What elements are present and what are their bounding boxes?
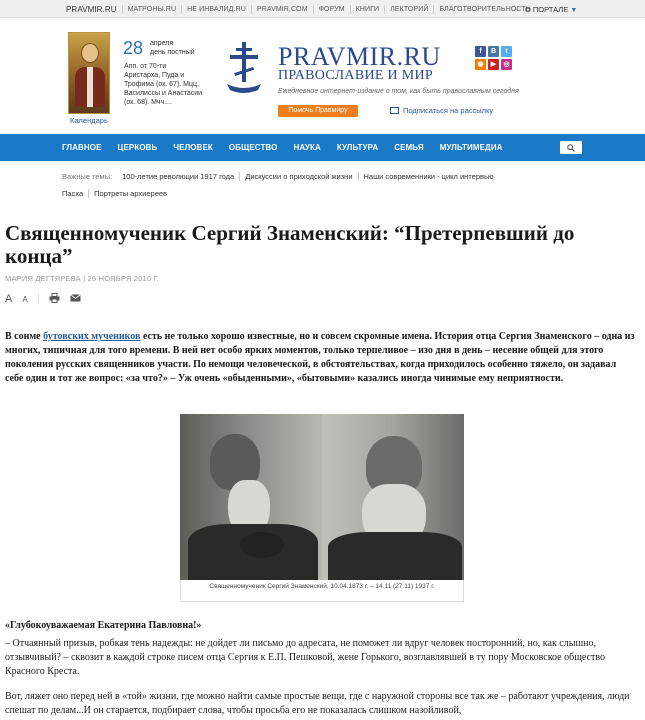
saint-face — [81, 43, 99, 63]
nav-main[interactable]: ГЛАВНОЕ — [62, 143, 102, 152]
article-tools — [5, 292, 81, 306]
search-button[interactable] — [560, 141, 582, 154]
subscribe-label: Подписаться на рассылку — [403, 106, 494, 115]
photo-profile — [180, 414, 322, 580]
donate-button[interactable]: Помочь Правмиру — [278, 105, 358, 117]
main-navigation — [0, 134, 645, 161]
martyr-photo[interactable] — [180, 414, 464, 580]
article-byline: МАРИЯ ДЕГТЯРЕВА | 26 НОЯБРЯ 2010 Г. — [5, 274, 160, 283]
site-logo-title[interactable]: PRAVMIR.RU — [278, 42, 441, 71]
orthodox-cross-logo-icon[interactable] — [225, 40, 263, 98]
about-portal-dropdown[interactable] — [525, 5, 577, 14]
mail-icon — [70, 294, 81, 302]
rss-icon[interactable]: ◉ — [475, 59, 486, 70]
nav-multimedia[interactable]: МУЛЬТИМЕДИА — [439, 143, 503, 152]
saint-robe — [75, 67, 105, 107]
article-paragraph-1: – Отчаянный призыв, робкая тень надежды: не дойдет ли письмо до адресата, не поможет ли вдруг человек посторонний, но, как слышно, отзывчивый? – сквозит в каждой строке писем отца Сергия к Е.П. Пешковой, жене Горького, возглавлявшей в ту пору Московское общество Красного Креста. — [5, 638, 606, 677]
nav-church[interactable]: ЦЕРКОВЬ — [117, 143, 158, 152]
nav-family[interactable]: СЕМЬЯ — [394, 143, 424, 152]
prisoner-number-sign — [240, 532, 284, 558]
saint-of-the-day-image[interactable] — [68, 32, 110, 114]
important-topics-label: Важные темы: — [62, 172, 113, 181]
topic-bishops-portraits[interactable]: Портреты архиереев — [94, 189, 168, 198]
article-paragraph-2: Вот, ляжет оно перед ней в «той» жизни, где можно найти самые простые вещи, где с наружной стороны все так же – работают учреждения, люди спешат по делам...И он старается, подбирает слова, чтобы просьба его не показалась слишком назойливой, — [5, 691, 630, 716]
social-icons — [475, 46, 517, 70]
nav-culture[interactable]: КУЛЬТУРА — [336, 143, 379, 152]
article-title: Священномученик Сергий Знаменский: “Претерпевший до конца” — [5, 221, 575, 268]
frontal-coat — [328, 532, 462, 580]
important-topics-line-1 — [62, 168, 532, 185]
top-link-pravmir-com[interactable]: PRAVMIR.COM — [252, 5, 314, 14]
calendar-saints-text[interactable]: Апп. от 70-ти Аристарха, Пуда и Трофима (ок. 67). Мцц. Василиссы и Анастасии (ок. 68). Мчч.... — [124, 63, 203, 106]
lead-text-rest: есть не только хорошо известные, но и совсем скромные имена. История отца Сергия Знаменского – одна из многих, типичная для того времени. В ней нет особо ярких моментов, только терпеливое – изо дня в день – несение общей для этого поколения русских священников участи. По немощи человеческой, в обстоятельствах, когда приходилось особенно тяжело, он задавал себе один и тот же вопрос: «за что?» – Уж очень «обыденными», «бытовыми» казались иногда чинимые ему неприятности. — [5, 331, 635, 384]
lead-text-start: В сонме — [5, 331, 44, 342]
important-topics-line-2 — [62, 185, 532, 202]
main-navigation-items — [62, 134, 511, 161]
top-link-lectures[interactable]: ЛЕКТОРИЙ — [385, 5, 434, 14]
vkontakte-icon[interactable]: В — [488, 46, 499, 57]
about-portal-label: О ПОРТАЛЕ — [525, 5, 569, 14]
twitter-icon[interactable]: t — [501, 46, 512, 57]
topic-easter[interactable]: Пасха — [62, 189, 89, 198]
top-bar-links — [66, 0, 535, 18]
nav-science[interactable]: НАУКА — [293, 143, 321, 152]
article-lead — [5, 330, 635, 386]
printer-icon — [49, 293, 60, 303]
important-topics — [62, 168, 532, 202]
search-icon — [567, 144, 575, 152]
calendar-link[interactable]: Календарь — [70, 116, 108, 125]
font-decrease-button[interactable]: A — [22, 294, 28, 304]
site-logo-subtitle: ПРАВОСЛАВИЕ И МИР — [278, 68, 433, 83]
top-link-pravmir[interactable]: PRAVMIR.RU — [66, 5, 123, 14]
top-link-books[interactable]: КНИГИ — [351, 5, 386, 14]
font-increase-button[interactable]: A — [5, 293, 13, 305]
letter-greeting: «Глубокоуважаемая Екатерина Павловна!» — [5, 620, 202, 631]
top-bar — [0, 0, 645, 18]
calendar-month: апреля — [150, 40, 174, 47]
nav-person[interactable]: ЧЕЛОВЕК — [173, 143, 213, 152]
photo-caption: Священномученик Сергий Знаменский. 10.04.1873 г. – 14.11 (27.11) 1937 г. — [180, 580, 464, 602]
top-link-matrony[interactable]: МАТРОНЫ.RU — [123, 5, 183, 14]
topic-contemporaries[interactable]: Наши современники - цикл интервью — [363, 172, 494, 181]
calendar-day: 28 — [123, 38, 144, 58]
top-link-neinvalid[interactable]: НЕ ИНВАЛИД.RU — [182, 5, 252, 14]
site-tagline: Ежедневное интернет-издание о том, как быть православным сегодня — [278, 88, 519, 95]
top-link-charity[interactable]: БЛАГОТВОРИТЕЛЬНОСТЬ — [439, 5, 531, 13]
print-button[interactable] — [49, 293, 60, 306]
calendar-fast-note: день постный — [150, 49, 195, 56]
tools-divider — [38, 294, 39, 304]
youtube-icon[interactable]: ▶ — [488, 59, 499, 70]
email-button[interactable] — [70, 294, 81, 305]
topic-revolution-1917[interactable]: 100-летие революции 1917 года — [117, 172, 240, 181]
nav-society[interactable]: ОБЩЕСТВО — [228, 143, 278, 152]
facebook-icon[interactable]: f — [475, 46, 486, 57]
butovo-martyrs-link[interactable]: бутовских мучеников — [43, 331, 141, 342]
top-link-forum[interactable]: ФОРУМ — [314, 5, 351, 14]
instagram-icon[interactable]: ◎ — [501, 59, 512, 70]
topic-parish-life[interactable]: Дискуссии о приходской жизни — [240, 172, 358, 181]
subscribe-newsletter-link[interactable] — [390, 106, 493, 115]
envelope-icon — [390, 107, 399, 114]
chevron-down-icon: ▼ — [570, 7, 578, 14]
photo-frontal — [322, 414, 464, 580]
